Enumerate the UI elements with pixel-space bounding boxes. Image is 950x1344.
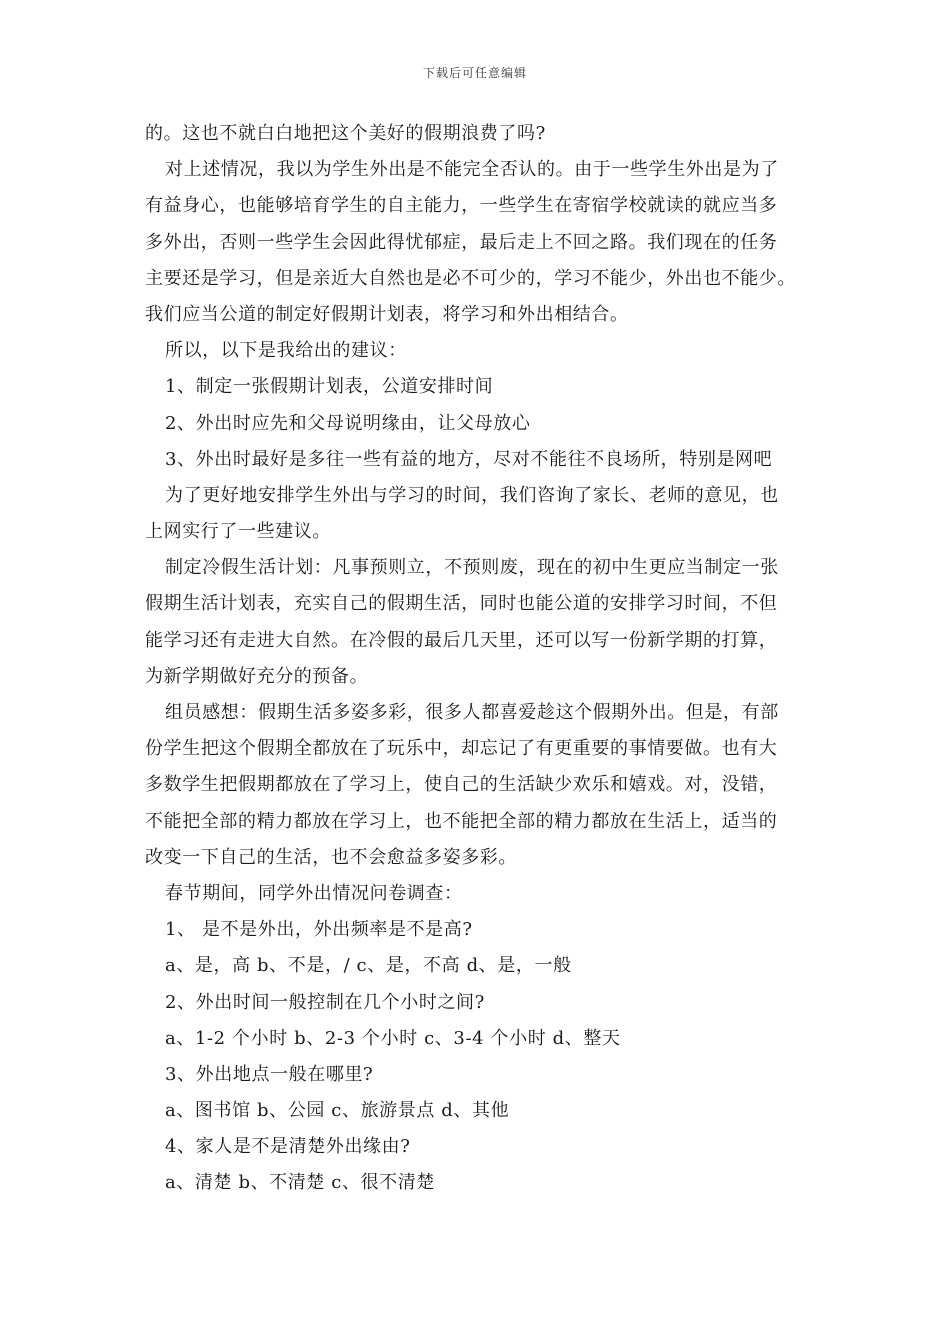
document-body: [145, 116, 815, 1202]
paragraph-line: 改变一下自己的生活，也不会愈益多姿多彩。: [145, 846, 517, 868]
paragraph-line: 主要还是学习，但是亲近大自然也是必不可少的，学习不能少，外出也不能少。: [145, 267, 796, 289]
page-header: 下载后可任意编辑: [422, 66, 527, 80]
list-item: 1、制定一张假期计划表，公道安排时间: [165, 376, 494, 398]
survey-options: a、清楚 b、不清楚 c、很不清楚: [165, 1172, 435, 1194]
paragraph-line: 份学生把这个假期全都放在了玩乐中，却忘记了有更重要的事情要做。也有大: [145, 738, 778, 760]
survey-question: 1、 是不是外出，外出频率是不是高?: [165, 919, 473, 941]
paragraph-line: 为新学期做好充分的预备。: [145, 665, 369, 687]
paragraph-line: 制定冷假生活计划：凡事预则立，不预则废，现在的初中生更应当制定一张: [165, 557, 779, 579]
paragraph-line: 为了更好地安排学生外出与学习的时间，我们咨询了家长、老师的意见，也: [165, 484, 779, 506]
paragraph-line: 多外出，否则一些学生会因此得忧郁症，最后走上不回之路。我们现在的任务: [145, 231, 778, 253]
paragraph-line: 所以，以下是我给出的建议：: [165, 340, 407, 362]
paragraph-line: 能学习还有走进大自然。在冷假的最后几天里，还可以写一份新学期的打算，: [145, 629, 778, 651]
survey-question: 3、外出地点一般在哪里?: [165, 1063, 374, 1085]
survey-question: 2、外出时间一般控制在几个小时之间?: [165, 991, 485, 1013]
list-item: 3、外出时最好是多往一些有益的地方，尽对不能往不良场所，特别是网吧: [165, 448, 773, 470]
paragraph-line: 我们应当公道的制定好假期计划表，将学习和外出相结合。: [145, 303, 629, 325]
paragraph-line: 对上述情况，我以为学生外出是不能完全否认的。由于一些学生外出是为了: [165, 159, 779, 181]
paragraph-line: 不能把全部的精力都放在学习上，也不能把全部的精力都放在生活上，适当的: [145, 810, 778, 832]
survey-options: a、1-2 个小时 b、2-3 个小时 c、3-4 个小时 d、整天: [165, 1027, 621, 1049]
survey-options: a、图书馆 b、公园 c、旅游景点 d、其他: [165, 1100, 510, 1122]
list-item: 2、外出时应先和父母说明缘由，让父母放心: [165, 412, 531, 434]
paragraph-line: 多数学生把假期都放在了学习上，使自己的生活缺少欢乐和嬉戏。对，没错，: [145, 774, 778, 796]
paragraph-line: 组员感想：假期生活多姿多彩，很多人都喜爱趁这个假期外出。但是，有部: [165, 702, 779, 723]
survey-question: 4、家人是不是清楚外出缘由?: [165, 1136, 411, 1158]
paragraph-line: 的。这也不就白白地把这个美好的假期浪费了吗?: [145, 123, 546, 144]
paragraph-line: 上网实行了一些建议。: [145, 521, 331, 543]
survey-heading: 春节期间，同学外出情况问卷调查：: [165, 882, 463, 904]
paragraph-line: 假期生活计划表，充实自己的假期生活，同时也能公道的安排学习时间，不但: [145, 593, 778, 615]
survey-options: a、是，高 b、不是，/ c、是，不高 d、是，一般: [165, 955, 572, 977]
paragraph-line: 有益身心，也能够培育学生的自主能力，一些学生在寄宿学校就读的就应当多: [145, 195, 778, 217]
